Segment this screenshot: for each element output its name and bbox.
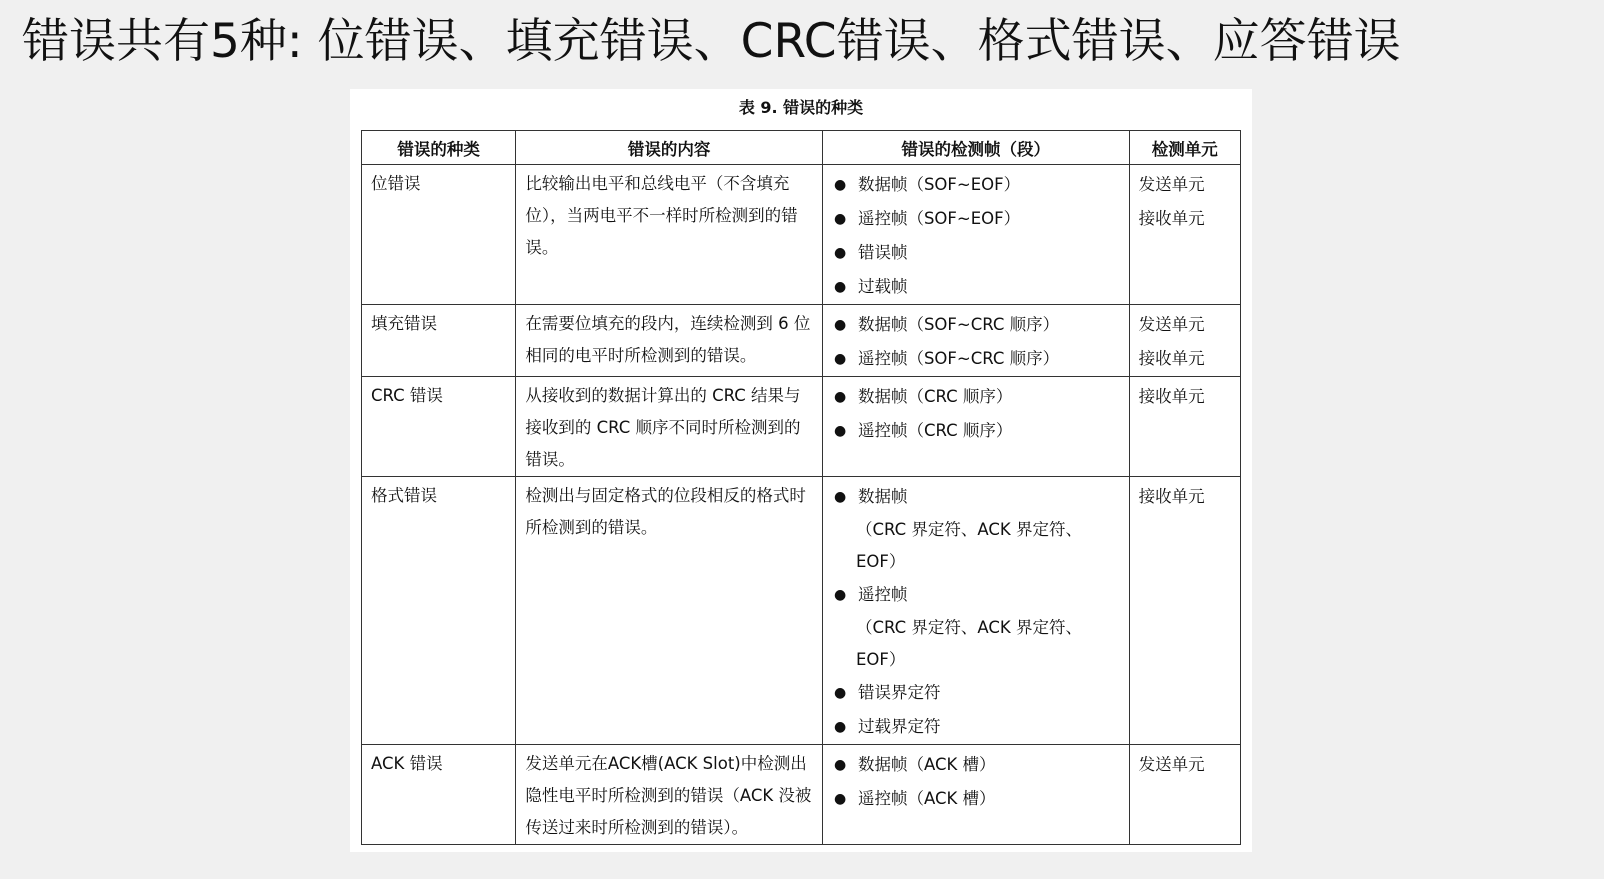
header-detection-frame: 错误的检测帧（段） [822, 131, 1129, 165]
frame-list-item: ● 过载界定符 [833, 717, 941, 736]
table-row [362, 477, 1241, 745]
table-row [362, 305, 1241, 377]
frame-list-item: ● 数据帧 （CRC 界定符、ACK 界定符、EOF） [832, 480, 1120, 578]
detection-frame-cell [822, 477, 1129, 745]
detection-unit-cell [1129, 745, 1240, 845]
unit-label: 发送单元 [1138, 315, 1205, 334]
unit-label: 接收单元 [1138, 209, 1205, 228]
unit-label: 接收单元 [1138, 487, 1205, 506]
detection-frame-cell [822, 165, 1129, 305]
frame-list-item: ● 遥控帧（SOF~EOF） [833, 209, 1021, 228]
frame-list-item: ● 数据帧（SOF~EOF） [833, 175, 1021, 194]
detection-unit-cell [1129, 305, 1240, 377]
table-row [362, 377, 1241, 477]
header-detection-unit: 检测单元 [1129, 131, 1240, 165]
unit-label: 接收单元 [1138, 349, 1205, 368]
error-content-cell: 发送单元在ACK槽(ACK Slot)中检测出隐性电平时所检测到的错误（ACK 没被传送过来时所检测到的错误）。 [516, 745, 823, 845]
table-header-row [362, 131, 1241, 165]
table-row [362, 165, 1241, 305]
detection-unit-cell [1129, 477, 1240, 745]
unit-label: 发送单元 [1138, 755, 1205, 774]
error-content-cell: 比较输出电平和总线电平（不含填充位），当两电平不一样时所检测到的错误。 [516, 165, 823, 305]
frame-list-item: ● 遥控帧（ACK 槽） [833, 789, 996, 808]
frame-list-item: ● 错误帧 [833, 243, 908, 262]
frame-list-item: ● 数据帧（SOF~CRC 顺序） [833, 315, 1060, 334]
unit-label: 发送单元 [1138, 175, 1205, 194]
error-type-cell: 填充错误 [362, 305, 516, 377]
error-content-cell: 在需要位填充的段内，连续检测到 6 位相同的电平时所检测到的错误。 [516, 305, 823, 377]
detection-frame-cell [822, 305, 1129, 377]
detection-frame-cell [822, 377, 1129, 477]
frame-list-item: ● 错误界定符 [833, 683, 941, 702]
error-types-table [361, 130, 1241, 845]
frame-detail: （CRC 界定符、ACK 界定符、EOF） [855, 618, 1082, 669]
error-content-cell: 从接收到的数据计算出的 CRC 结果与接收到的 CRC 顺序不同时所检测到的错误。 [516, 377, 823, 477]
header-error-type: 错误的种类 [362, 131, 516, 165]
header-error-content: 错误的内容 [516, 131, 823, 165]
error-type-cell: ACK 错误 [362, 745, 516, 845]
error-type-cell: 格式错误 [362, 477, 516, 745]
frame-list-item: ● 遥控帧（SOF~CRC 顺序） [833, 349, 1060, 368]
error-content-cell: 检测出与固定格式的位段相反的格式时所检测到的错误。 [516, 477, 823, 745]
frame-detail: （CRC 界定符、ACK 界定符、EOF） [855, 520, 1082, 571]
frame-list-item: ● 遥控帧 （CRC 界定符、ACK 界定符、EOF） [832, 578, 1120, 676]
table-row [362, 745, 1241, 845]
detection-unit-cell [1129, 377, 1240, 477]
frame-list-item: ● 遥控帧（CRC 顺序） [833, 421, 1013, 440]
frame-list-item: ● 过载帧 [833, 277, 908, 296]
frame-list-item: ● 数据帧（ACK 槽） [833, 755, 996, 774]
detection-unit-cell [1129, 165, 1240, 305]
table-caption: 表 9. 错误的种类 [738, 98, 864, 117]
error-type-cell: CRC 错误 [362, 377, 516, 477]
document-image [350, 89, 1252, 852]
detection-frame-cell [822, 745, 1129, 845]
slide-title: 错误共有5种: 位错误、填充错误、CRC错误、格式错误、应答错误 [22, 14, 1401, 69]
frame-list-item: ● 数据帧（CRC 顺序） [833, 387, 1013, 406]
unit-label: 接收单元 [1138, 387, 1205, 406]
error-type-cell: 位错误 [362, 165, 516, 305]
